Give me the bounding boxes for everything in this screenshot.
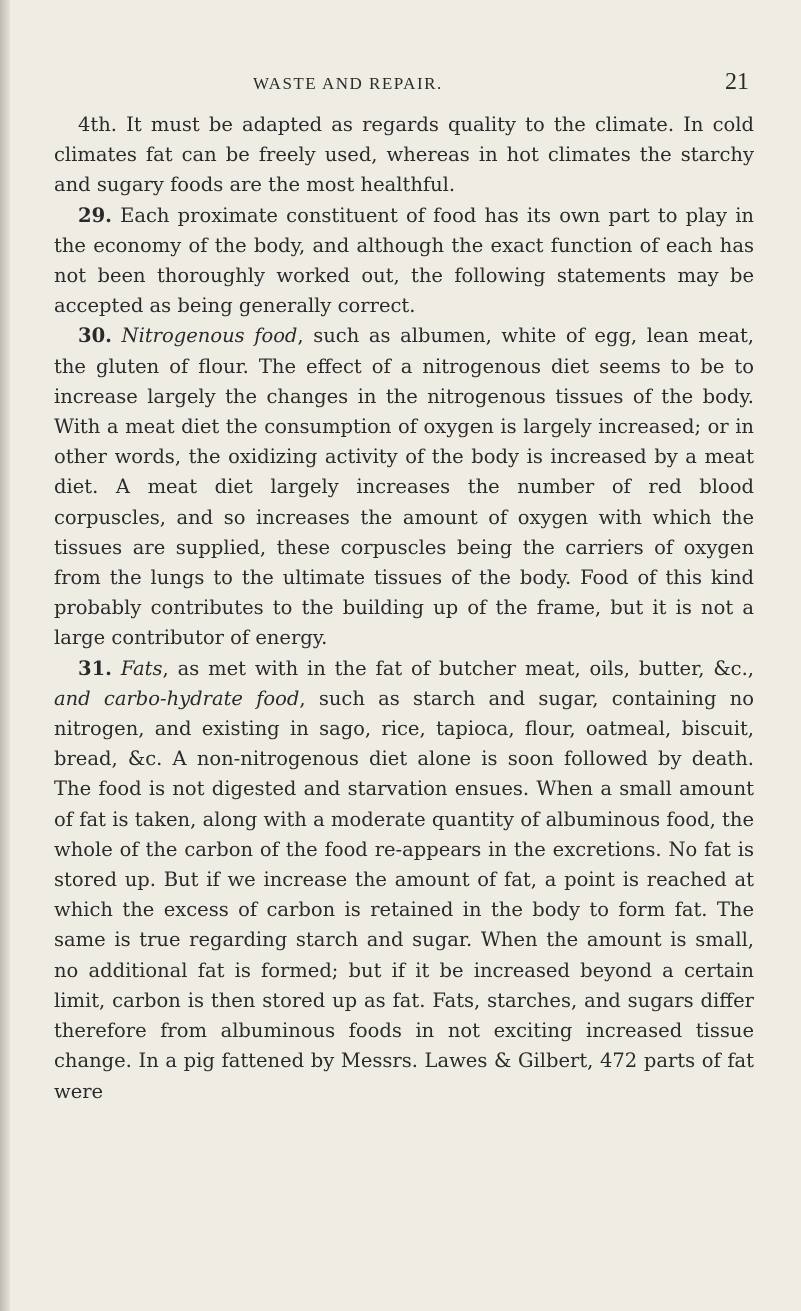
paragraph-4th — [54, 110, 754, 201]
paragraph-31 — [54, 654, 754, 1107]
italic-term: Fats — [120, 656, 163, 680]
paragraph-text: 4th. It must be adapted as regards quality to the climate. In cold climates fat can be freely used, whereas in hot climates the starchy and sugary foods are the most healthful. — [54, 113, 754, 197]
paragraph-text: , as met with in the fat of butcher meat, oils, butter, &c., — [162, 656, 754, 680]
paragraph-number: 31. — [78, 656, 112, 680]
page-header — [0, 66, 801, 106]
italic-term: and carbo-hydrate food — [54, 686, 300, 710]
paragraph-text: , such as starch and sugar, containing no nitrogen, and existing in sago, rice, tapioca, flour, oatmeal, biscuit, bread, &c. A non-nitrogenous diet alone is soon followed by death. The food is not digested and starvation ensues. When a small amount of fat is taken, along with a moderate quantity of albuminous food, the whole of the carbon of the food re-appears in the excretions. No fat is stored up. But if we increase the amount of fat, a point is reached at which the excess of carbon is retained in the body to form fat. The same is true regarding starch and sugar. When the amount is small, no additional fat is formed; but if it be increased beyond a certain limit, carbon is then stored up as fat. Fats, starches, and sugars differ therefore from albuminous foods in not exciting increased tissue change. In a pig fattened by Messrs. Lawes & Gilbert, 472 parts of fat were — [54, 686, 754, 1103]
binding-edge — [0, 0, 10, 1311]
running-head: WASTE AND REPAIR. — [253, 74, 443, 93]
page-number: 21 — [725, 69, 749, 95]
paragraph-text: Each proximate constituent of food has its own part to play in the economy of the body, and although the exact function of each has not been thoroughly worked out, the following statements may be accepted as being generally correct. — [54, 203, 754, 318]
paragraph-29 — [54, 201, 754, 322]
italic-term: Nitrogenous food — [121, 324, 298, 348]
paragraph-30 — [54, 321, 754, 653]
paragraph-number: 30. — [78, 324, 112, 348]
body-text — [54, 110, 754, 1107]
paragraph-number: 29. — [78, 203, 112, 227]
paragraph-text: , such as albumen, white of egg, lean meat, the gluten of flour. The effect of a nitrogenous diet seems to be to increase largely the changes in the nitrogenous tissues of the body. With a meat diet the consumption of oxygen is largely increased; or in other words, the oxidizing activity of the body is increased by a meat diet. A meat diet largely increases the number of red blood corpuscles, and so increases the amount of oxygen with which the tissues are supplied, these corpuscles being the carriers of oxygen from the lungs to the ultimate tissues of the body. Food of this kind probably contributes to the building up of the frame, but it is not a large contributor of energy. — [54, 324, 754, 650]
